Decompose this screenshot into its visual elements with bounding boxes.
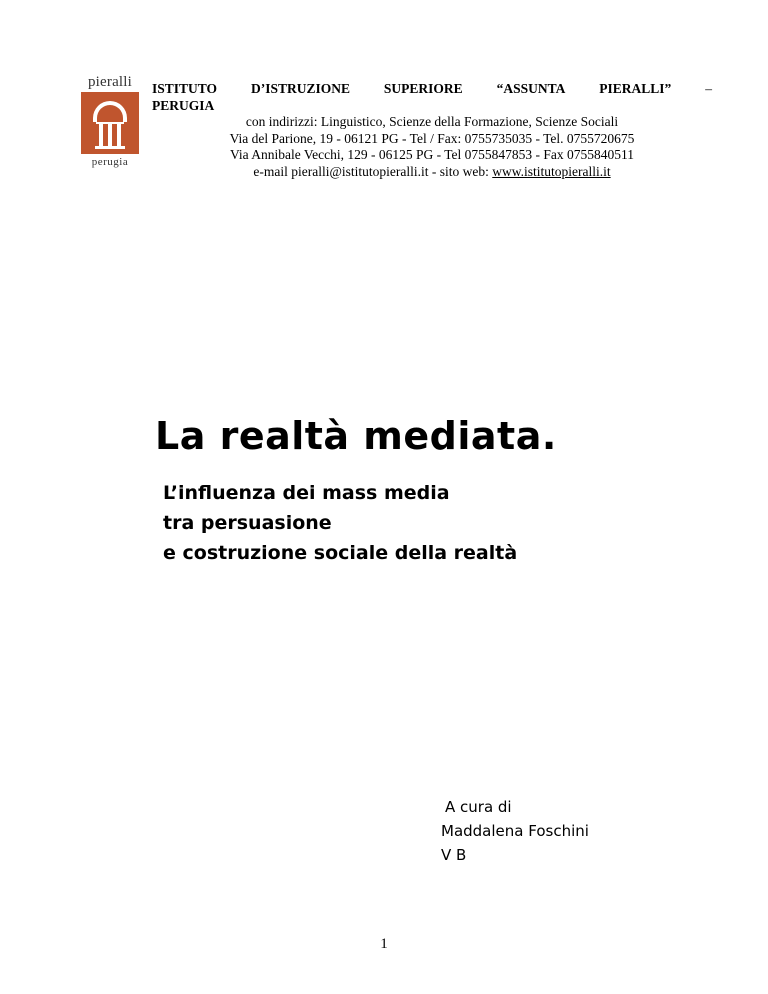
institute-word: SUPERIORE bbox=[383, 81, 463, 96]
author-class: V B bbox=[441, 846, 467, 864]
school-logo bbox=[78, 74, 142, 172]
website-link[interactable]: www.istitutopieralli.it bbox=[492, 163, 611, 179]
institute-dash: – bbox=[705, 81, 712, 96]
document-title: La realtà mediata. bbox=[155, 414, 557, 458]
document-subtitle bbox=[163, 478, 517, 568]
author-name: Maddalena Foschini bbox=[441, 822, 589, 840]
subtitle-line: L’influenza dei mass media bbox=[163, 482, 450, 504]
logo-bottom-text: perugia bbox=[91, 156, 129, 168]
author-credits bbox=[441, 795, 589, 867]
page-number: 1 bbox=[380, 936, 388, 952]
institute-word: “ASSUNTA bbox=[496, 81, 566, 96]
header-line-courses: con indirizzi: Linguistico, Scienze della Formazione, Scienze Sociali bbox=[245, 114, 619, 129]
subtitle-line: e costruzione sociale della realtà bbox=[163, 542, 518, 564]
header-line-address-2: Via Annibale Vecchi, 129 - 06125 PG - Tel 0755847853 - Fax 0755840511 bbox=[229, 147, 635, 162]
contact-text: e-mail pieralli@istitutopieralli.it - sito web: bbox=[253, 163, 493, 179]
institute-address-block bbox=[152, 114, 712, 180]
institute-city: PERUGIA bbox=[152, 97, 215, 113]
school-building-icon bbox=[81, 92, 139, 154]
logo-top-text: pieralli bbox=[87, 74, 133, 90]
credits-label: A cura di bbox=[445, 798, 512, 816]
institute-word: ISTITUTO bbox=[152, 81, 218, 96]
institute-word: D’ISTRUZIONE bbox=[250, 81, 350, 96]
institute-name-line bbox=[152, 81, 712, 98]
header-line-address-1: Via del Parione, 19 - 06121 PG - Tel / Fax: 0755735035 - Tel. 0755720675 bbox=[229, 130, 635, 146]
header-line-contacts bbox=[152, 164, 712, 181]
institute-word: PIERALLI” bbox=[599, 81, 672, 96]
institute-header bbox=[152, 81, 712, 114]
subtitle-line: tra persuasione bbox=[163, 512, 332, 534]
